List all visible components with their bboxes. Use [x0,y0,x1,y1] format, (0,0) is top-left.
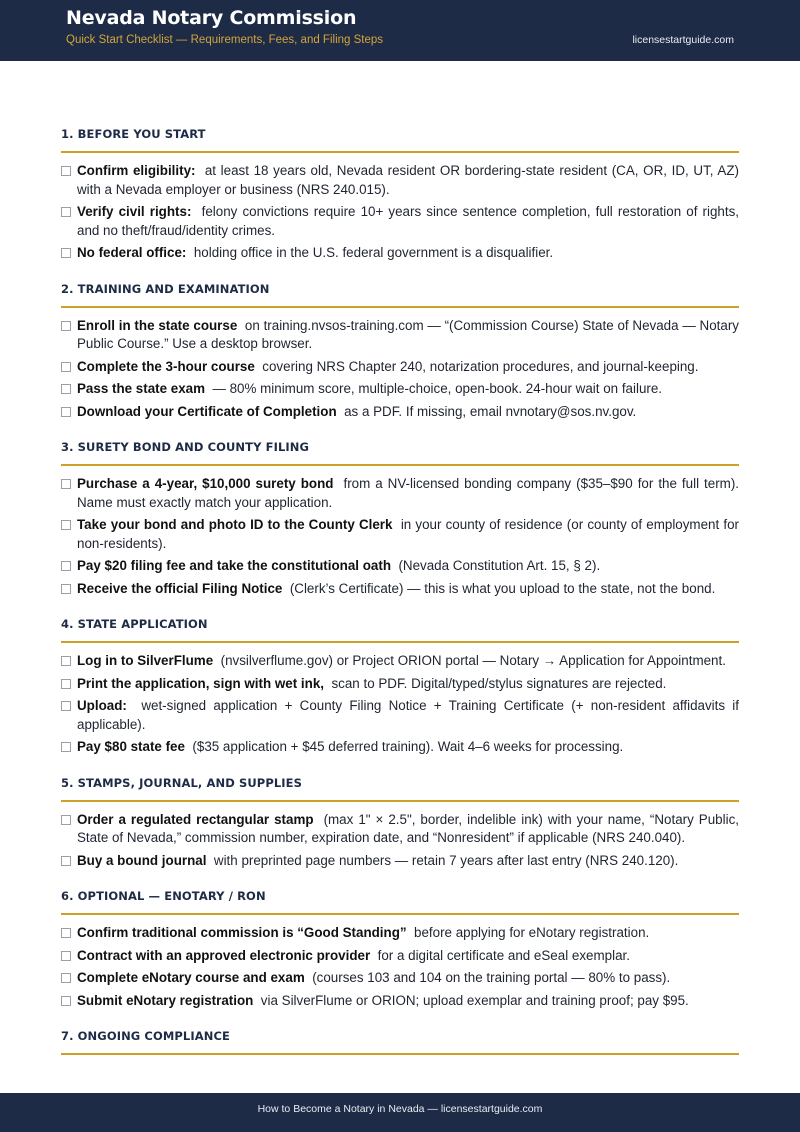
item-lead-text: Enroll in the state course [77,317,238,333]
footer-text: How to Become a Notary in Nevada — licensestartguide.com [257,1103,543,1115]
item-lead-text: Complete eNotary course and exam [77,970,305,985]
checklist-item [61,811,739,848]
checkbox-icon[interactable] [61,973,71,983]
checklist-section [61,431,739,608]
item-detail-text: for a digital certificate and eSeal exemplar. [377,947,630,963]
item-lead-text: Pay $20 filing fee and take the constitutional oath [77,558,391,573]
checklist-item [61,203,739,240]
checklist-item [61,675,739,694]
item-lead-text: Buy a bound journal [77,852,207,868]
checkbox-icon[interactable] [61,248,71,258]
checklist-section [61,608,739,767]
checklist-item [61,924,739,943]
item-lead-text: Log in to SilverFlume [77,653,214,668]
checklist-item [61,738,739,757]
checklist-item [61,403,739,422]
item-detail-text: (max 1" × 2.5", border, indelible ink) with your name, “Notary Public, State of Nevada,” commission number, expiration date, and “Nonresident” if applicable (NRS 240.040). [77,811,739,845]
checkbox-icon[interactable] [61,321,71,331]
item-lead-text: Pass the state exam [77,381,206,396]
item-detail-text: wet-signed application + County Filing Notice + Training Certificate (+ non-resident affidavits if applicable). [77,698,739,732]
checkbox-icon[interactable] [61,856,71,866]
item-lead-text: Download your Certificate of Completion [77,403,337,419]
item-detail-text: as a PDF. If missing, email nvnotary@sos.nv.gov. [344,403,637,419]
item-lead-text: Print the application, sign with wet ink, [77,675,325,691]
item-lead-text: Upload: [77,698,127,713]
section-heading: 1. BEFORE YOU START [61,118,739,153]
page-title: Nevada Notary Commission [66,7,357,29]
checklist-items [61,802,739,881]
checkbox-icon[interactable] [61,701,71,711]
item-detail-text: via SilverFlume or ORION; upload exemplar and training proof; pay $95. [260,992,689,1008]
item-detail-text: felony convictions require 10+ years since sentence completion, full restoration of rights, and no theft/fraud/identity crimes. [77,204,739,238]
checkbox-icon[interactable] [61,679,71,689]
checklist-item [61,557,739,576]
item-detail-text: before applying for eNotary registration. [414,925,650,940]
checklist-item [61,244,739,263]
section-heading: 2. TRAINING AND EXAMINATION [61,273,739,308]
checkbox-icon[interactable] [61,928,71,938]
checkbox-icon[interactable] [61,951,71,961]
item-detail-text: scan to PDF. Digital/typed/stylus signatures are rejected. [331,675,667,691]
checkbox-icon[interactable] [61,384,71,394]
section-heading: 6. OPTIONAL — ENOTARY / RON [61,880,739,915]
checklist-item [61,516,739,553]
item-detail-text: on training.nvsos-training.com — “(Commission Course) State of Nevada — Notary Public Course.” Use a desktop browser. [77,317,739,351]
checkbox-icon[interactable] [61,520,71,530]
header-bar [0,0,800,61]
checklist-item [61,992,739,1011]
checkbox-icon[interactable] [61,407,71,417]
checklist-item [61,358,739,377]
checklist-item [61,947,739,966]
checklist-content [61,118,739,1055]
checklist-item [61,317,739,354]
item-lead-text: Purchase a 4-year, $10,000 surety bond [77,476,334,491]
checkbox-icon[interactable] [61,561,71,571]
item-detail-text: ($35 application + $45 deferred training). Wait 4–6 weeks for processing. [192,739,624,754]
checkbox-icon[interactable] [61,584,71,594]
section-heading: 7. ONGOING COMPLIANCE [61,1020,739,1055]
checkbox-icon[interactable] [61,742,71,752]
item-lead-text: Pay $80 state fee [77,739,185,754]
checklist-items [61,308,739,432]
item-detail-text: (Nevada Constitution Art. 15, § 2). [398,558,601,573]
item-lead-text: Submit eNotary registration [77,992,254,1008]
checkbox-icon[interactable] [61,207,71,217]
item-detail-text: at least 18 years old, Nevada resident OR bordering-state resident (CA, OR, ID, UT, AZ) with a Nevada employer or business (NRS 240.015). [77,163,739,197]
checklist-item [61,380,739,399]
checklist-section [61,767,739,881]
checkbox-icon[interactable] [61,166,71,176]
section-heading: 5. STAMPS, JOURNAL, AND SUPPLIES [61,767,739,802]
checklist-items [61,153,739,273]
checkbox-icon[interactable] [61,996,71,1006]
item-detail-text: in your county of residence (or county of employment for non-residents). [77,517,739,551]
checklist-section [61,880,739,1020]
item-detail-text: (nvsilverflume.gov) or Project ORION portal — Notary → Application for Appointment. [220,653,726,668]
item-detail-text: with preprinted page numbers — retain 7 years after last entry (NRS 240.120). [213,852,679,868]
checklist-item [61,697,739,734]
item-detail-text: (courses 103 and 104 on the training portal — 80% to pass). [312,970,671,985]
section-heading: 4. STATE APPLICATION [61,608,739,643]
checklist-item [61,475,739,512]
item-lead-text: Complete the 3-hour course [77,358,255,374]
item-lead-text: Order a regulated rectangular stamp [77,811,314,827]
item-lead-text: Receive the official Filing Notice [77,580,283,596]
item-detail-text: holding office in the U.S. federal government is a disqualifier. [193,245,554,260]
checkbox-icon[interactable] [61,362,71,372]
checkbox-icon[interactable] [61,656,71,666]
item-detail-text: — 80% minimum score, multiple-choice, open-book. 24-hour wait on failure. [212,381,663,396]
checklist-section [61,1020,739,1055]
item-lead-text: Confirm eligibility: [77,163,196,178]
checklist-items [61,466,739,608]
section-heading: 3. SURETY BOND AND COUNTY FILING [61,431,739,466]
item-lead-text: Take your bond and photo ID to the County Clerk [77,517,393,532]
item-detail-text: covering NRS Chapter 240, notarization procedures, and journal-keeping. [262,358,699,374]
item-lead-text: Confirm traditional commission is “Good Standing” [77,925,407,940]
checklist-item [61,162,739,199]
checklist-section [61,273,739,432]
checklist-item [61,652,739,671]
item-lead-text: Contract with an approved electronic provider [77,947,371,963]
checklist-item [61,852,739,871]
checklist-section [61,118,739,273]
site-name: licensestartguide.com [632,34,734,46]
item-lead-text: Verify civil rights: [77,204,192,219]
checklist-items [61,643,739,767]
checklist-items [61,915,739,1020]
checklist-item [61,969,739,988]
checkbox-icon[interactable] [61,479,71,489]
page-subtitle: Quick Start Checklist — Requirements, Fees, and Filing Steps [66,34,384,46]
item-lead-text: No federal office: [77,245,187,260]
checklist-item [61,580,739,599]
item-detail-text: from a NV-licensed bonding company ($35–$90 for the full term). Name must exactly match your application. [77,476,739,510]
item-detail-text: (Clerk’s Certificate) — this is what you upload to the state, not the bond. [289,580,716,596]
checkbox-icon[interactable] [61,815,71,825]
footer-bar [0,1093,800,1132]
